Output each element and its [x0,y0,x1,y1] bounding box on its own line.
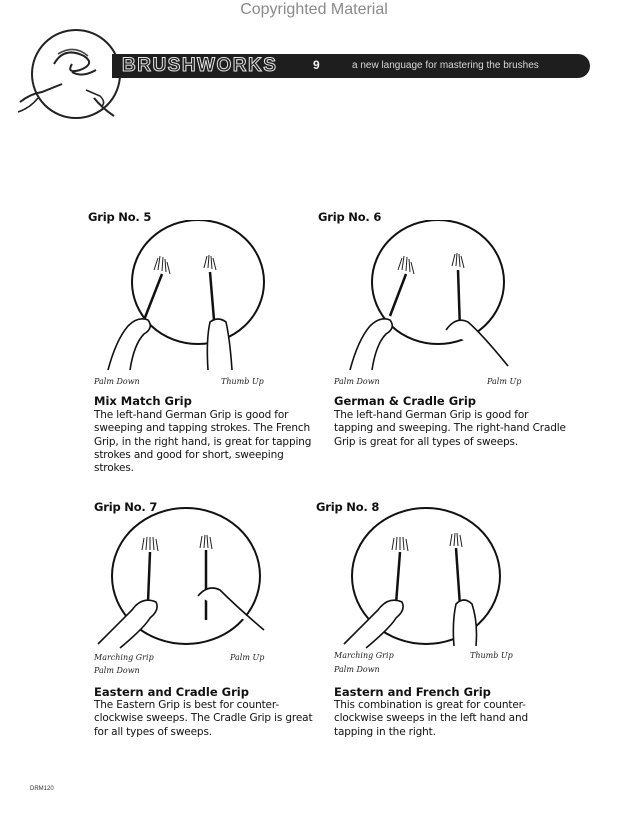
grip-name: Mix Match Grip [94,394,192,408]
caption-right: Thumb Up [221,377,264,386]
caption-left: Marching Grip [334,651,394,660]
page-number: 9 [313,58,320,72]
caption-right: Palm Up [487,377,522,386]
header-title: BRUSHWORKS [122,55,278,76]
grip-description: The left-hand German Grip is good for sweeping and tapping strokes. The French Grip, in the right hand, is great for tapping strokes and good for short, sweeping strokes. [94,409,312,475]
header-bar [112,54,590,78]
drum-hands-illustration-icon [326,506,526,656]
caption-right: Palm Up [230,653,265,662]
caption-left-2: Palm Down [94,666,140,675]
caption-left: Marching Grip [94,653,154,662]
watermark: Copyrighted Material [240,1,388,18]
footer-code: DRM120 [30,786,54,792]
grip-description: The left-hand German Grip is good for tapping and sweeping. The right-hand Cradle Grip is great for all types of sweeps. [334,409,566,448]
header-tagline: a new language for mastering the brushes [352,60,539,71]
drum-hands-illustration-icon [88,220,288,380]
caption-right: Thumb Up [470,651,513,660]
caption-left: Palm Down [94,377,140,386]
grip-name: German & Cradle Grip [334,394,477,408]
grip-name: Eastern and French Grip [334,685,491,699]
drum-hands-illustration-icon [326,220,526,380]
grip-name: Eastern and Cradle Grip [94,685,249,699]
caption-left: Palm Down [334,377,380,386]
grip-title: Grip No. 8 [316,500,380,514]
grip-title: Grip No. 7 [94,500,158,514]
drum-hands-illustration-icon [88,506,288,656]
grip-description: The Eastern Grip is best for counter-clockwise sweeps. The Cradle Grip is great for all types of sweeps. [94,699,313,738]
grip-title: Grip No. 5 [88,210,152,224]
grip-title: Grip No. 6 [318,210,382,224]
caption-left-2: Palm Down [334,665,380,674]
grip-description: This combination is great for counter-clockwise sweeps in the left hand and tapping in the right. [334,699,528,738]
